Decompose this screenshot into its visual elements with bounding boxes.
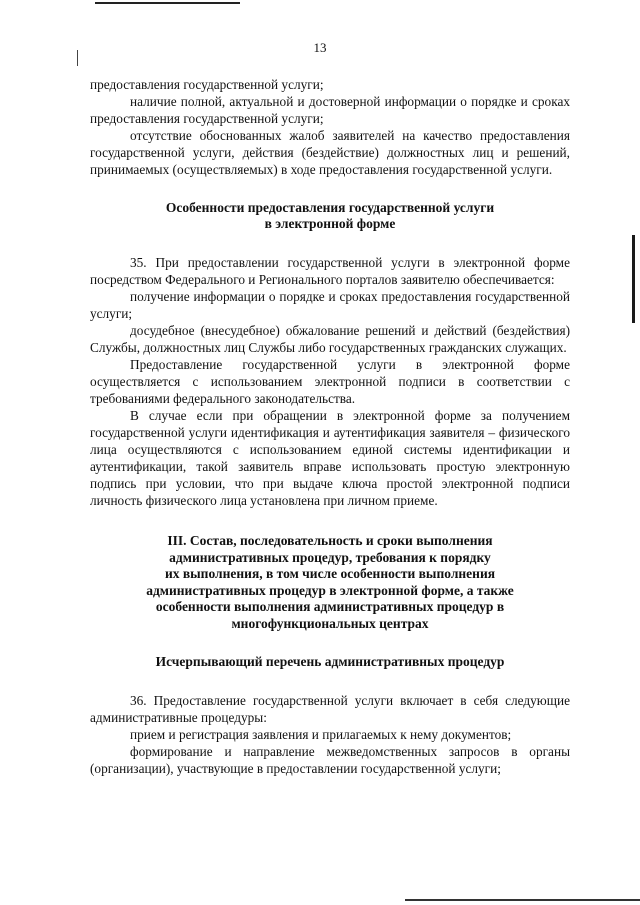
paragraph-36-b: формирование и направление межведомственных запросов в органы (организации), участвующие в предоставлении государственной услуги; — [90, 744, 570, 776]
bottom-scan-rule — [405, 899, 640, 901]
paragraph-intro: предоставления государственной услуги; — [90, 77, 324, 92]
paragraph-35: 35. При предоставлении государственной услуги в электронной форме посредством Федерального и Регионального порталов заявителю обеспечивается: — [90, 255, 570, 287]
paragraph-35-a: получение информации о порядке и сроках предоставления государственной услуги; — [90, 289, 570, 321]
document-body — [90, 76, 570, 777]
paragraph-36: 36. Предоставление государственной услуги включает в себя следующие административные процедуры: — [90, 693, 570, 725]
paragraph-35-c: Предоставление государственной услуги в электронной форме осуществляется с использованием электронной подписи в соответствии с требованиями федерального законодательства. — [90, 357, 570, 406]
heading-electronic-line-1: Особенности предоставления государственной услуги — [165, 200, 495, 215]
heading-part-3-line-3: их выполнения, в том числе особенности выполнения — [164, 566, 496, 581]
paragraph-bullet-1: наличие полной, актуальной и достоверной информации о порядке и сроках предоставления государственной услуги; — [90, 94, 570, 126]
heading-part-3-line-6: многофункциональных центрах — [231, 615, 429, 631]
heading-part-3-line-2: административных процедур, требования к порядку — [169, 549, 491, 565]
paragraph-bullet-2: отсутствие обоснованных жалоб заявителей на качество предоставления государственной услуги, действия (бездействие) должностных лиц и решений, принимаемых (осуществляемых) в ходе предоставления государственной услуги. — [90, 128, 570, 177]
page-number: 13 — [313, 40, 327, 55]
heading-part-3 — [90, 533, 570, 632]
paragraph-35-d: В случае если при обращении в электронной форме за получением государственной услуги идентификация и аутентификация заявителя – физического лица осуществляются с использованием единой системы идентификации и аутентификации, такой заявитель вправе использовать простую электронную подпись при условии, что при выдаче ключа простой электронной подписи личность физического лица установлена при личном приеме. — [90, 408, 570, 508]
heading-part-3-line-1: III. Состав, последовательность и сроки выполнения — [167, 533, 493, 548]
heading-electronic-line-2: в электронной форме — [264, 216, 396, 231]
paragraph-35-b: досудебное (внесудебное) обжалование решений и действий (бездействия) Службы, должностных лиц Службы либо государственных гражданских служащих. — [90, 323, 570, 355]
heading-procedures-list: Исчерпывающий перечень административных процедур — [155, 654, 505, 669]
top-scan-rule — [95, 2, 240, 4]
heading-part-3-line-4: административных процедур в электронной форме, а также — [146, 582, 514, 598]
right-margin-bar — [632, 235, 635, 323]
paragraph-36-a: прием и регистрация заявления и прилагаемых к нему документов; — [130, 727, 512, 742]
heading-part-3-line-5: особенности выполнения административных процедур в — [155, 599, 505, 614]
heading-electronic-form — [90, 200, 570, 232]
